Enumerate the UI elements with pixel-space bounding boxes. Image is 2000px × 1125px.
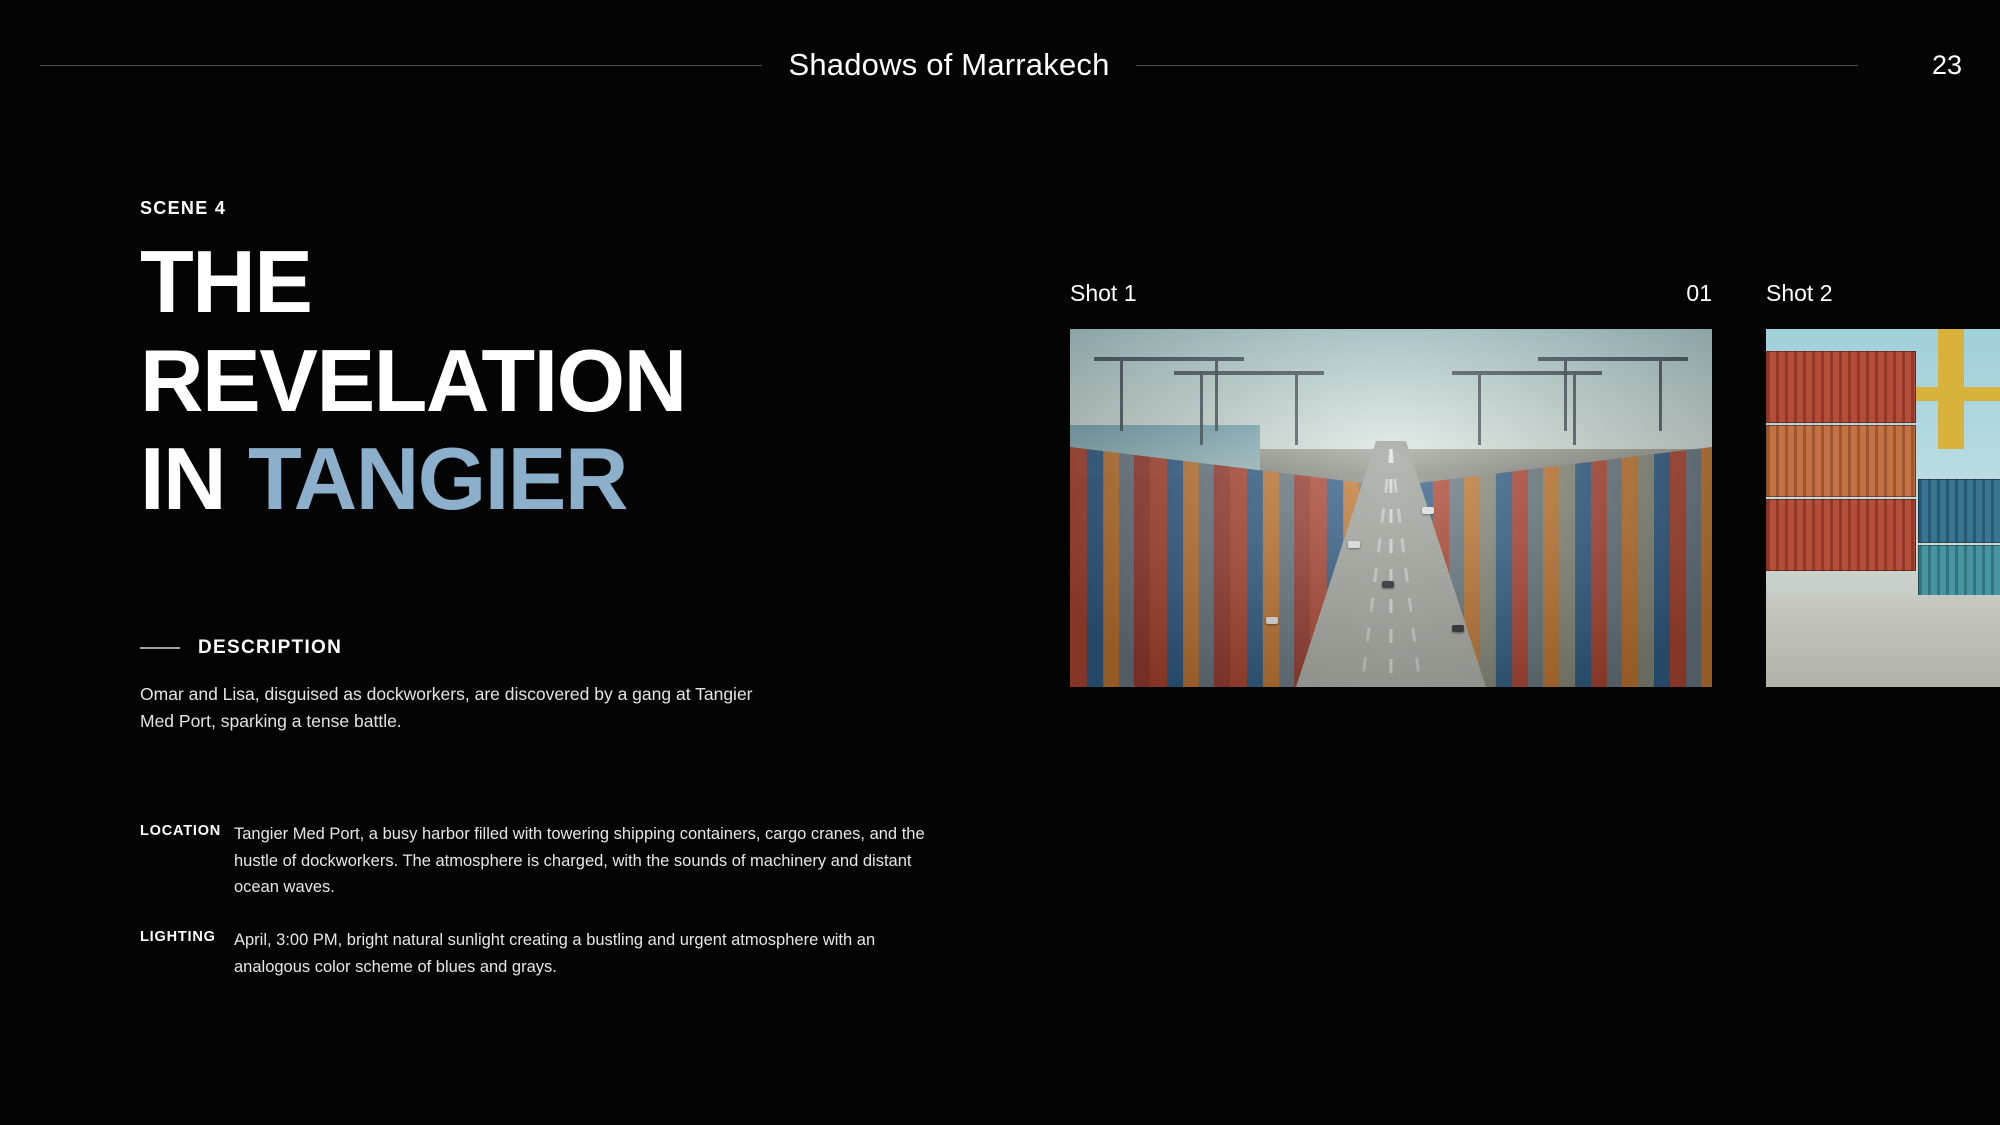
meta-list bbox=[140, 821, 950, 981]
scene-title-prefix: IN bbox=[140, 429, 248, 529]
shot-card-2[interactable] bbox=[1766, 280, 2000, 687]
shipping-container bbox=[1766, 351, 1916, 423]
shot-gallery bbox=[1070, 280, 2000, 687]
meta-value-location: Tangier Med Port, a busy harbor filled with towering shipping containers, cargo cranes, and the hustle of dockworkers. The atmosphere is charged, with the sounds of machinery and distant ocean waves. bbox=[234, 824, 925, 897]
scene-label: SCENE 4 bbox=[140, 198, 227, 218]
shipping-container bbox=[1766, 425, 1916, 497]
header-rule-right bbox=[1136, 65, 1858, 66]
meta-row bbox=[140, 821, 950, 901]
page-number: 23 bbox=[1931, 49, 1963, 80]
meta-label-lighting: LIGHTING bbox=[140, 929, 216, 946]
shipping-container bbox=[1918, 545, 2000, 601]
description-body: Omar and Lisa, disguised as dockworkers, are discovered by a gang at Tangier Med Port, sparking a tense battle. bbox=[140, 683, 753, 731]
container-yard-illustration bbox=[1766, 329, 2000, 687]
meta-label-location: LOCATION bbox=[140, 822, 222, 839]
scene-title-accent: TANGIER bbox=[247, 429, 627, 529]
shipping-container bbox=[1766, 499, 1916, 571]
dock-ground bbox=[1766, 595, 2000, 687]
shot-header-2 bbox=[1766, 280, 2000, 307]
meta-row bbox=[140, 927, 950, 980]
port-illustration bbox=[1070, 329, 1712, 687]
meta-value-lighting: April, 3:00 PM, bright natural sunlight creating a bustling and urgent atmosphere with an analogous color scheme of blues and grays. bbox=[234, 931, 876, 976]
page-title: Shadows of Marrakech bbox=[788, 47, 1110, 82]
image-vignette bbox=[1070, 329, 1712, 687]
shot-image-1 bbox=[1070, 329, 1712, 687]
scene-title bbox=[140, 233, 950, 529]
shot-number-1: 01 bbox=[1686, 280, 1712, 306]
description-heading bbox=[140, 637, 950, 659]
description-heading-label: DESCRIPTION bbox=[198, 636, 343, 658]
shot-card-1[interactable] bbox=[1070, 280, 1712, 687]
scene-title-line-2: REVELATION bbox=[140, 330, 686, 430]
scene-title-line-1: THE bbox=[140, 232, 312, 331]
dash-icon bbox=[140, 647, 180, 649]
slide-header bbox=[0, 0, 2000, 130]
shot-image-2 bbox=[1766, 329, 2000, 687]
shipping-container bbox=[1918, 479, 2000, 543]
shot-label-1: Shot 1 bbox=[1070, 280, 1137, 306]
scene-title-line-3 bbox=[140, 430, 950, 529]
scene-info-panel bbox=[140, 198, 950, 1006]
shot-header-1 bbox=[1070, 280, 1712, 307]
shot-label-2: Shot 2 bbox=[1766, 280, 1833, 306]
header-rule-left bbox=[40, 65, 762, 66]
